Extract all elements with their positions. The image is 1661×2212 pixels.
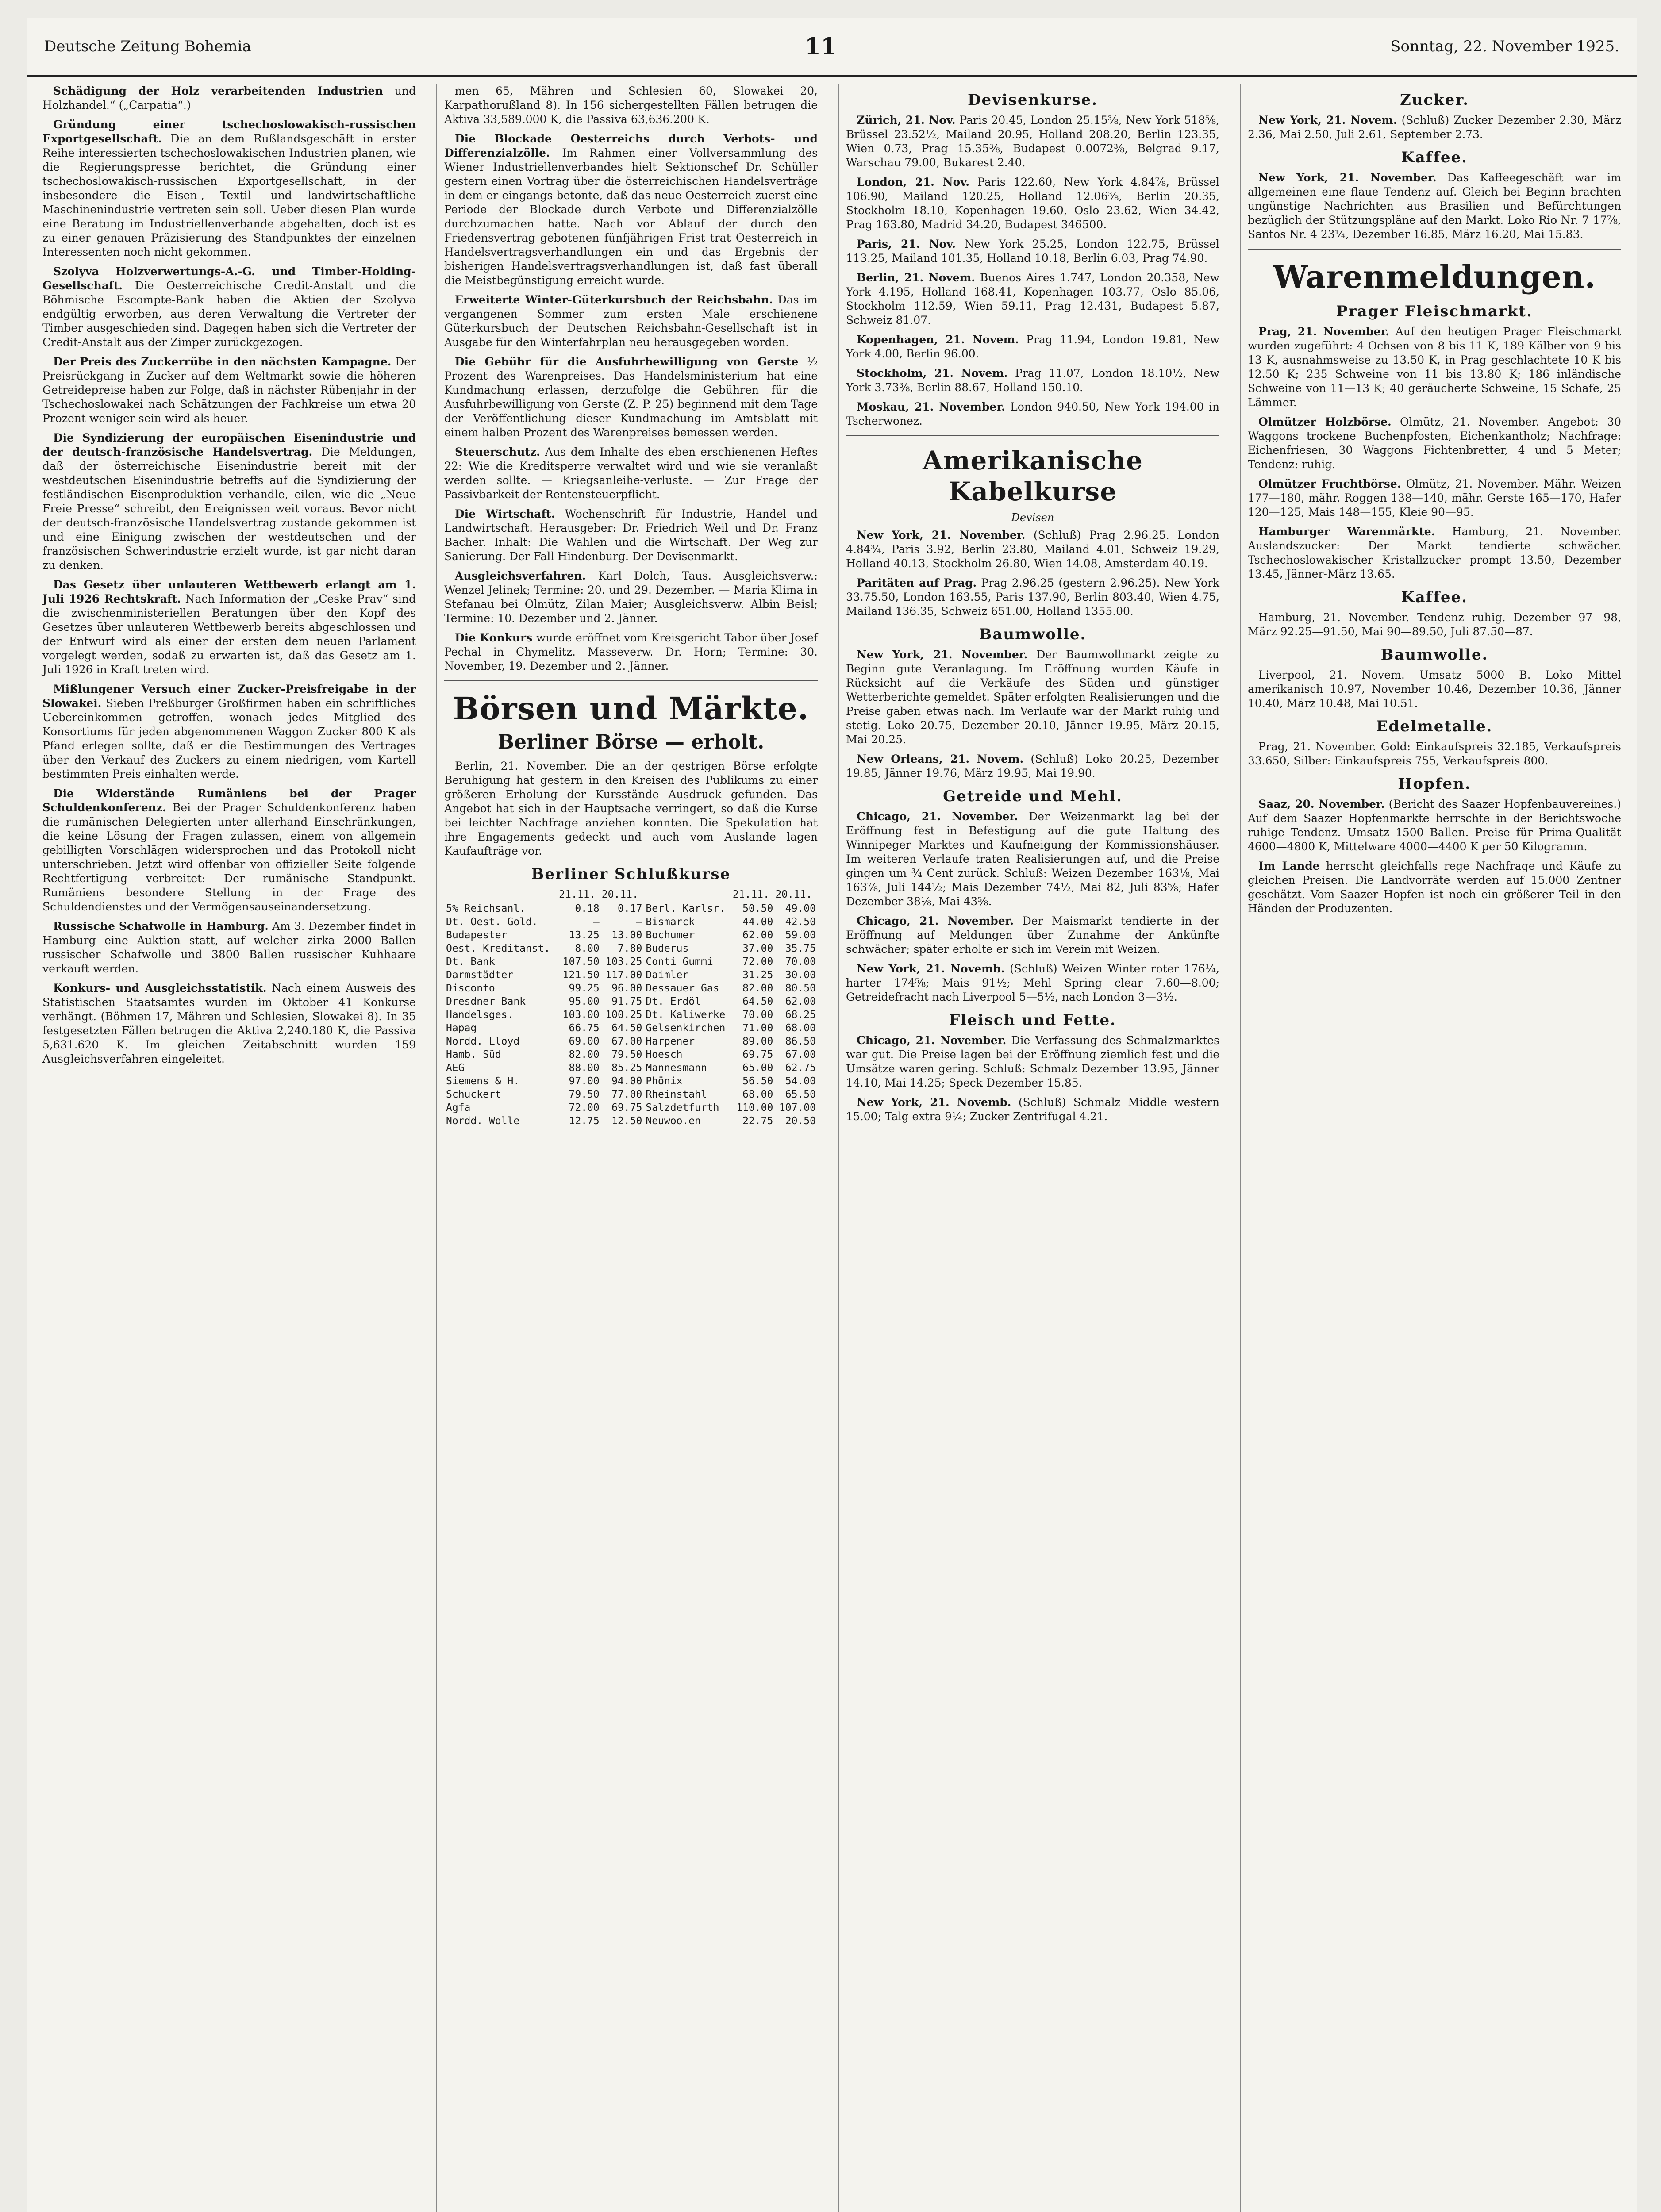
- table-cell: 82.00: [742, 983, 773, 994]
- table-cell: Schuckert: [446, 1089, 501, 1100]
- article-lead: Chicago, 21. November.: [857, 914, 1014, 927]
- article-paragraph: [846, 962, 1219, 1004]
- article-text: Die Oesterreichische Credit-Anstalt und die Böhmische Escompte-Bank haben die Aktien der Szolyva endgültig erworben, aus deren Verwaltung die Vertreter der Timber ausgeschieden sind. Dagegen haben sich die Vertreter der Credit-Anstalt aus der Zimper zurückgezogen.: [42, 279, 416, 349]
- article-lead: Mißlungener Versuch einer Zucker-Preisfreigabe in der Slowakei.: [42, 683, 416, 710]
- table-cell: 97.00: [569, 1075, 600, 1087]
- table-cell: Hapag: [446, 1022, 477, 1034]
- table-cell: 68.00: [742, 1089, 773, 1100]
- table-cell: 117.00: [605, 969, 642, 981]
- heading-devisenkurse: Devisenkurse.: [967, 91, 1098, 109]
- article-paragraph: [1248, 525, 1621, 581]
- article-paragraph: [42, 919, 416, 976]
- table-cell: 31.25: [742, 969, 773, 981]
- article-lead: New York, 21. November.: [857, 648, 1028, 661]
- table-cell: 69.75: [742, 1049, 773, 1060]
- newspaper-page: [27, 18, 1637, 2212]
- article-paragraph: [42, 682, 416, 781]
- table-cell: —: [593, 916, 600, 928]
- table-row: [444, 968, 818, 982]
- article-paragraph: [846, 648, 1219, 747]
- table-header-cell: [644, 887, 732, 902]
- article-paragraph: [846, 1095, 1219, 1124]
- article-paragraph: [42, 118, 416, 259]
- article-lead: Das Gesetz über unlauteren Wettbewerb erlangt am 1. Juli 1926 Rechtskraft.: [42, 578, 416, 605]
- table-cell: Dt. Kaliwerke: [646, 1009, 726, 1021]
- table-cell: Bochumer: [646, 929, 695, 941]
- table-cell: 56.50: [742, 1075, 773, 1087]
- table-cell: 50.50: [742, 903, 773, 914]
- column-2: [436, 84, 825, 2212]
- heading-getreide: Getreide und Mehl.: [943, 787, 1123, 805]
- table-cell: 12.50: [611, 1115, 642, 1127]
- article-paragraph: [1248, 113, 1621, 142]
- table-cell: 67.00: [785, 1049, 816, 1060]
- table-cell: Handelsges.: [446, 1009, 514, 1021]
- table-cell: 69.00: [569, 1036, 600, 1047]
- table-cell: 107.00: [779, 1102, 816, 1114]
- article-paragraph: [1248, 797, 1621, 854]
- table-cell: 62.00: [785, 996, 816, 1007]
- article-text: Der Maismarkt tendierte in der Eröffnung auf Meldungen über Zunahme der Ankünfte schwächer; später erholte er sich im Verein mit Weizen.: [846, 914, 1219, 956]
- article-paragraph: [1248, 415, 1621, 472]
- boerse-report: Berlin, 21. November. Die an der gestrigen Börse erfolgte Beruhigung hat gestern in den Kreisen des Publikums zu einer größeren Erholung der Kursstände Ausdruck gefunden. Das Angebot hat sich in der Hauptsache verringert, so daß die Kurse bei leichter Nachfrage anziehen konnten. Die Spekulation hat ihre Engagements gedeckt und auch vom Auslande lagen Kaufaufträge vor.: [444, 760, 818, 857]
- table-header-cell: 20.11.: [775, 887, 818, 902]
- article-text: Der Baumwollmarkt zeigte zu Beginn gute Veranlagung. Im Eröffnung wurden Käufe in Rücksicht auf die Verkäufe des Süden und günstiger Wetterberichte gemeldet. Später erfolgten Realisierungen und die Preise gaben etwas nach. Im Verlaufe war der Markt ruhig und stetig. Loko 20.75, Dezember 20.10, Jänner 19.95, März 20.15, Mai 20.25.: [846, 648, 1219, 746]
- table-cell: Siemens & H.: [446, 1075, 520, 1087]
- article-text: (Schluß) Schmalz Middle western 15.00; Talg extra 9¼; Zucker Zentrifugal 4.21.: [846, 1096, 1220, 1123]
- article-lead: New York, 21. Novemb.: [857, 1096, 1011, 1109]
- article-text: Paris 20.45, London 25.15⅜, New York 518⅝, Brüssel 23.52½, Mailand 20.95, Holland 208.20, Berlin 123.35, Wien 0.73, Prag 15.35⅜, Budapest 0.0072⅜, Belgrad 9.17, Warschau 79.00, Bukarest 2.40.: [846, 114, 1220, 169]
- kaffee-hamburg-report: Hamburg, 21. November. Tendenz ruhig. Dezember 97—98, März 92.25—91.50, Mai 90—89.50, Juli 87.50—87.: [1248, 611, 1621, 638]
- table-cell: Daimler: [646, 969, 689, 981]
- article-paragraph: [846, 576, 1219, 618]
- table-cell: 77.00: [611, 1089, 642, 1100]
- table-cell: 68.25: [785, 1009, 816, 1021]
- table-cell: 99.25: [569, 983, 600, 994]
- article-lead: New York, 21. November.: [857, 529, 1026, 541]
- table-cell: 94.00: [611, 1075, 642, 1087]
- article-text: wurde eröffnet vom Kreisgericht Tabor über Josef Pechal in Chymelitz. Masseverw. Dr. Horn; Termine: 30. November, 19. Dezember und 2. Jänner.: [444, 631, 818, 672]
- article-paragraph: [846, 752, 1219, 780]
- article-paragraph: [444, 355, 818, 440]
- table-cell: Dessauer Gas: [646, 983, 719, 994]
- table-cell: Budapester: [446, 929, 508, 941]
- table-cell: 67.00: [611, 1036, 642, 1047]
- heading-hopfen: Hopfen.: [1398, 775, 1471, 793]
- article-lead: Die Blockade Oesterreichs durch Verbots- und Differenzialzölle.: [444, 132, 818, 159]
- table-cell: 54.00: [785, 1075, 816, 1087]
- article-lead: Chicago, 21. November.: [857, 1034, 1007, 1047]
- table-cell: 89.00: [742, 1036, 773, 1047]
- table-cell: 7.80: [617, 943, 642, 954]
- zucker-list: [1248, 113, 1621, 142]
- table-cell: 107.50: [562, 956, 600, 968]
- article-paragraph: [42, 431, 416, 572]
- article-paragraph: [846, 333, 1219, 361]
- table-cell: 0.18: [575, 903, 600, 914]
- table-row: [444, 942, 818, 955]
- table-cell: 71.00: [742, 1022, 773, 1034]
- table-cell: 13.25: [569, 929, 600, 941]
- article-lead: Die Syndizierung der europäischen Eisenindustrie und der deutsch-französische Handelsvertrag.: [42, 431, 416, 458]
- article-paragraph: [846, 1033, 1219, 1090]
- article-lead: Erweiterte Winter-Güterkursbuch der Reichsbahn.: [455, 293, 773, 306]
- table-cell: 65.50: [785, 1089, 816, 1100]
- article-lead: Schädigung der Holz verarbeitenden Industrien: [53, 84, 383, 97]
- table-cell: 88.00: [569, 1062, 600, 1074]
- article-paragraph: [42, 84, 416, 112]
- table-cell: 121.50: [562, 969, 600, 981]
- table-cell: 22.75: [742, 1115, 773, 1127]
- table-cell: 110.00: [736, 1102, 773, 1114]
- table-header-cell: 21.11.: [732, 887, 775, 902]
- table-cell: Nordd. Lloyd: [446, 1036, 520, 1047]
- article-lead: Die Widerstände Rumäniens bei der Prager Schuldenkonferenz.: [42, 787, 416, 814]
- article-paragraph: [444, 507, 818, 564]
- article-text: Olmütz, 21. November. Angebot: 30 Waggons trockene Buchenpfosten, Eichenkantholz; Nachfrage: Eichenfriesen, 30 Waggons Fichtenbretter, 4 und 5 Meter; Tendenz: ruhig.: [1248, 415, 1621, 471]
- article-text: Die Verfassung des Schmalzmarktes war gut. Die Preise lagen bei der Eröffnung ziemlich fest und die Umsätze waren gering. Schluß: Schmalz Dezember 13.95, Jänner 14.10, Mai 14.25; Speck Dezember 15.85.: [846, 1034, 1219, 1089]
- table-row: [444, 1035, 818, 1048]
- article-text: men 65, Mähren und Schlesien 60, Slowakei 20, Karpathorußland 8). In 156 sichergestellten Fällen betrugen die Aktiva 33,589.000 K, die Passiva 63,636.200 K.: [444, 84, 818, 126]
- article-text: (Schluß) Prag 2.96.25. London 4.84¾, Paris 3.92, Berlin 23.80, Mailand 4.01, Schweiz 19.29, Holland 40.13, Stockholm 26.80, Wien 14.08, Amsterdam 40.19.: [846, 529, 1219, 570]
- article-lead: Hamburger Warenmärkte.: [1258, 525, 1435, 538]
- article-lead: New York, 21. November.: [1258, 171, 1437, 184]
- heading-fleisch: Fleisch und Fette.: [949, 1011, 1116, 1029]
- table-cell: 96.00: [611, 983, 642, 994]
- table-cell: Salzdetfurth: [646, 1102, 719, 1114]
- heading-amerikanische-kabelkurse: Amerikanische Kabelkurse: [923, 445, 1143, 507]
- table-cell: Phönix: [646, 1075, 683, 1087]
- column-2-articles: [444, 84, 818, 673]
- article-paragraph: [846, 914, 1219, 956]
- edelmetalle-report: Prag, 21. November. Gold: Einkaufspreis 32.185, Verkaufspreis 33.650, Silber: Einkaufspreis 755, Verkaufspreis 800.: [1248, 740, 1621, 767]
- article-lead: Steuerschutz.: [455, 445, 540, 458]
- issue-date: Sonntag, 22. November 1925.: [1390, 38, 1619, 55]
- article-paragraph: [42, 265, 416, 349]
- table-cell: 72.00: [742, 956, 773, 968]
- article-lead: Die Wirtschaft.: [455, 507, 555, 520]
- getreide-list: [846, 810, 1219, 1004]
- article-lead: Saaz, 20. November.: [1258, 798, 1385, 810]
- heading-prager-fleischmarkt: Prager Fleischmarkt.: [1336, 303, 1533, 320]
- article-text: (Bericht des Saazer Hopfenbauvereines.) Auf dem Saazer Hopfenmarkte herrschte in der Berichtswoche ruhige Tendenz. Umsatz 1500 Ballen. Preise für Prima-Qualität 4600—4800 K, Mittelware 4000—4400 K per 50 Kilogramm.: [1248, 798, 1621, 853]
- article-paragraph: [444, 445, 818, 502]
- subheading-devisen: Devisen: [1011, 511, 1054, 524]
- article-paragraph: [444, 569, 818, 626]
- article-lead: Kopenhagen, 21. Novem.: [857, 333, 1019, 346]
- article-text: (Schluß) Weizen Winter roter 176¼, harter 174⅝; Mais 91½; Mehl Spring clear 7.60—8.00; Getreidefracht nach Liverpool 5—5½, nach London 3—3½.: [846, 962, 1219, 1003]
- article-text: Nach einem Ausweis des Statistischen Staatsamtes wurden im Oktober 41 Konkurse verhängt. (Böhmen 17, Mähren und Schlesien, Slowakei 8). In 35 festgesetzten Fällen betrugen die Aktiva 2,240.180 K, die Passiva 5,631.620 K. Im gleichen Zeitabschnitt wurden 159 Ausgleichsverfahren eingeleitet.: [42, 982, 416, 1065]
- article-lead: Gründung einer tschechoslowakisch-russischen Exportgesellschaft.: [42, 118, 416, 145]
- article-lead: Zürich, 21. Nov.: [857, 114, 956, 127]
- table-row: [444, 902, 818, 916]
- article-paragraph: [1248, 477, 1621, 519]
- table-cell: Nordd. Wolle: [446, 1115, 520, 1127]
- article-text: Bei der Prager Schuldenkonferenz haben die rumänischen Delegierten unter allerhand Einschränkungen, die keine Lösung der Fragen zulassen, einem von allgemein gebilligten Vorschlägen widersprochen und das Protokoll nicht unterschrieben. Jetzt wird offenbar von offizieller Seite folgende Rechtfertigung verbreitet: Der rumänische Standpunkt. Rumäniens besondere Stellung in der Frage des Schuldendienstes und der Vermögensauseinandersetzung.: [42, 801, 416, 913]
- table-cell: Agfa: [446, 1102, 471, 1114]
- table-row: [444, 1088, 818, 1101]
- article-lead: Stockholm, 21. Novem.: [857, 367, 1008, 380]
- table-cell: 12.75: [569, 1115, 600, 1127]
- article-text: Am 3. Dezember findet in Hamburg eine Auktion statt, auf welcher zirka 2000 Ballen russischer Schafwolle und 3800 Ballen russischer Kuhhaare verkauft werden.: [42, 920, 416, 975]
- table-cell: —: [636, 916, 642, 928]
- page-number: 11: [804, 33, 837, 60]
- table-header-cell: [444, 887, 558, 902]
- table-cell: Neuwoo.en: [646, 1115, 701, 1127]
- article-lead: New Orleans, 21. Novem.: [857, 753, 1024, 765]
- table-cell: 49.00: [785, 903, 816, 914]
- article-text: Buenos Aires 1.747, London 20.358, New York 4.195, Holland 168.41, Kopenhagen 103.77, Oslo 85.06, Stockholm 112.59, Wien 59.11, Prag 12.431, Budapest 5.87, Schweiz 81.07.: [846, 271, 1219, 326]
- article-paragraph: [846, 113, 1219, 170]
- article-paragraph: [42, 981, 416, 1066]
- table-cell: Oest. Kreditanst.: [446, 943, 550, 954]
- article-lead: Konkurs- und Ausgleichsstatistik.: [53, 982, 267, 995]
- table-cell: 62.00: [742, 929, 773, 941]
- article-text: (Schluß) Zucker Dezember 2.30, März 2.36, Mai 2.50, Juli 2.61, September 2.73.: [1248, 114, 1622, 141]
- article-paragraph: [444, 84, 818, 127]
- table-row: [444, 955, 818, 968]
- table-cell: 86.50: [785, 1036, 816, 1047]
- devisen-list: [846, 113, 1219, 428]
- table-cell: 85.25: [611, 1062, 642, 1074]
- table-cell: 68.00: [785, 1022, 816, 1034]
- table-cell: Dresdner Bank: [446, 996, 526, 1007]
- article-lead: Die Konkurs: [455, 631, 533, 644]
- article-lead: Berlin, 21. Novem.: [857, 271, 975, 284]
- column-1: [35, 84, 423, 2212]
- table-cell: 95.00: [569, 996, 600, 1007]
- table-cell: Dt. Oest. Gold.: [446, 916, 538, 928]
- heading-edelmetalle: Edelmetalle.: [1376, 718, 1493, 735]
- prager-list: [1248, 325, 1621, 581]
- table-row: [444, 1048, 818, 1061]
- heading-kaffee-hamburg: Kaffee.: [1401, 588, 1468, 606]
- table-row: [444, 982, 818, 995]
- article-paragraph: [42, 355, 416, 426]
- table-cell: 82.00: [569, 1049, 600, 1060]
- table-cell: 70.00: [742, 1009, 773, 1021]
- article-text: Die Meldungen, daß der österreichische Eisenindustrie bereit mit der westdeutschen Eisenindustrie betreffs auf die Syndizierung der festländischen Eisenproduktion verhandle, eilen, wie die „Neue Freie Presse“ schreibt, den Ereignissen weit voraus. Bevor nicht der deutsch-französische Handelsvertrag zustande gekommen ist und eine Einigung zwischen der westdeutschen und der französischen Schwerindustrie erzielt wurde, ist gar nicht daran zu denken.: [42, 445, 416, 572]
- divider: [1248, 249, 1621, 250]
- table-row: [444, 1008, 818, 1022]
- table-cell: Berl. Karlsr.: [646, 903, 726, 914]
- article-paragraph: [444, 293, 818, 349]
- article-paragraph: [1248, 325, 1621, 410]
- article-paragraph: [1248, 171, 1621, 242]
- article-paragraph: [42, 787, 416, 914]
- table-cell: 103.25: [605, 956, 642, 968]
- article-lead: Der Preis des Zuckerrübe in den nächsten Kampagne.: [53, 355, 392, 368]
- table-cell: 64.50: [611, 1022, 642, 1034]
- article-text: Paris 122.60, New York 4.84⅞, Brüssel 106.90, Mailand 120.25, Holland 12.06⅜, Berlin 20.35, Stockholm 18.10, Kopenhagen 19.60, Oslo 23.62, Wien 34.42, Prag 163.80, Madrid 34.20, Budapest 346500.: [846, 176, 1219, 231]
- article-lead: Paris, 21. Nov.: [857, 238, 956, 250]
- amerika-list: [846, 528, 1219, 618]
- table-cell: 80.50: [785, 983, 816, 994]
- column-4: [1240, 84, 1628, 2212]
- table-cell: 37.00: [742, 943, 773, 954]
- article-lead: New York, 21. Novemb.: [857, 962, 1005, 975]
- heading-boersen-und-maerkte: Börsen und Märkte.: [453, 690, 809, 727]
- subheading-berliner-boerse: Berliner Börse — erholt.: [497, 731, 765, 753]
- table-cell: Dt. Erdöl: [646, 996, 701, 1007]
- newspaper-title: Deutsche Zeitung Bohemia: [44, 38, 251, 55]
- article-paragraph: [444, 631, 818, 673]
- table-cell: Conti Gummi: [646, 956, 713, 968]
- table-title: Berliner Schlußkurse: [531, 865, 731, 883]
- article-paragraph: [42, 578, 416, 677]
- divider: [846, 435, 1219, 436]
- fleisch-list: [846, 1033, 1219, 1124]
- article-paragraph: [846, 810, 1219, 909]
- table-cell: 44.00: [742, 916, 773, 928]
- article-lead: Russische Schafwolle in Hamburg.: [53, 920, 269, 933]
- table-cell: Bismarck: [646, 916, 695, 928]
- table-header-row: [444, 887, 818, 902]
- table-row: [444, 995, 818, 1008]
- table-cell: 66.75: [569, 1022, 600, 1034]
- baumwolle-list: [846, 648, 1219, 780]
- article-text: Im Rahmen einer Vollversammlung des Wiener Industriellenverbandes hielt Sektionschef Dr. Schüller gestern einen Vortrag über die österreichischen Handelsverträge in dem er eingangs betonte, daß das neue Oesterreich zuerst eine Periode der Blockade durch Verbote und Differenzialzölle durchzumachen hatte. Nach vor Ablauf der durch den Friedensvertrag gebotenen fünfjährigen Frist trat Oesterreich in Handelsvertragsverhandlungen ein und das Ergebnis der bisherigen Handelsvertragsverhandlungen ist, daß fast überall die Meistbegünstigung erreicht wurde.: [444, 146, 818, 287]
- table-cell: 59.00: [785, 929, 816, 941]
- article-text: Prag 11.07, London 18.10½, New York 3.73⅜, Berlin 88.67, Holland 150.10.: [846, 367, 1220, 394]
- article-paragraph: [846, 237, 1219, 265]
- article-text: ½ Prozent des Warenpreises. Das Handelsministerium hat eine Kundmachung erlassen, derzufolge die Gebühren für die Ausfuhrbewilligung von Gerste (Z. P. 25) beginnend mit dem Tage der Veröffentlichung dieser Kundmachung im Amtsblatt mit einem halben Prozent des Warenpreises bemessen werden.: [444, 355, 818, 439]
- baumwolle-liverpool-report: Liverpool, 21. Novem. Umsatz 5000 B. Loko Mittel amerikanisch 10.97, November 10.46, Dezember 10.36, Jänner 10.40, März 10.48, Mai 10.51.: [1248, 668, 1621, 710]
- article-lead: Olmützer Fruchtbörse.: [1258, 477, 1401, 490]
- table-cell: 42.50: [785, 916, 816, 928]
- table-row: [444, 929, 818, 942]
- table-header-cell: 21.11.: [558, 887, 601, 902]
- article-text: Der Preisrückgang in Zucker auf dem Weltmarkt sowie die höheren Getreidepreise haben zur Folge, daß in nächster Rübenjahr in der Tschechoslowakei nach Schätzungen der Fachkreise um etwa 20 Prozent weniger sein wird als heuer.: [42, 355, 416, 425]
- article-text: Karl Dolch, Taus. Ausgleichsverw.: Wenzel Jelinek; Termine: 20. und 29. Dezember. — Maria Klima in Stefanau bei Olmütz, Zilan Maier; Ausgleichsverw. Albin Beisl; Termine: 10. Dezember und 2. Jänner.: [444, 569, 818, 625]
- article-text: Hamburg, 21. November. Auslandszucker: Der Markt tendierte schwächer. Tschechoslowakischer Kristallzucker prompt 13.50, Dezember 13.45, Jänner-März 13.65.: [1248, 525, 1621, 580]
- article-paragraph: [846, 528, 1219, 571]
- heading-baumwolle: Baumwolle.: [979, 626, 1087, 643]
- table-cell: Gelsenkirchen: [646, 1022, 726, 1034]
- article-text: Die an dem Rußlandsgeschäft in erster Reihe interessierten tschechoslowakischen Industrien planen, wie die Regierungspresse berichtet, die Gründung einer tschechoslowakisch-russischen Exportgesellschaft, in der insbesondere die Eisen-, Textil- und landwirtschaftliche Maschinenindustrie vertreten sein soll. Ueber diesen Plan wurde eine Beratung im Industriellenverbande abgehalten, doch ist es zu einer genauen Präzisierung des Standpunktes der einzelnen Interessenten noch nicht gekommen.: [42, 132, 416, 258]
- article-paragraph: [846, 271, 1219, 327]
- table-cell: 0.17: [617, 903, 642, 914]
- table-cell: Rheinstahl: [646, 1089, 707, 1100]
- article-paragraph: [1248, 859, 1621, 916]
- article-text: Das im vergangenen Sommer zum ersten Male erschienene Güterkursbuch der Deutschen Reichsbahn-Gesellschaft ist in Ausgabe für den Winterfahrplan neu herausgegeben worden.: [444, 293, 818, 349]
- article-lead: New York, 21. Novem.: [1258, 114, 1397, 127]
- article-text: Prag 11.94, London 19.81, New York 4.00, Berlin 96.00.: [846, 333, 1220, 360]
- table-cell: 13.00: [611, 929, 642, 941]
- article-lead: Moskau, 21. November.: [857, 400, 1005, 413]
- table-cell: Hoesch: [646, 1049, 683, 1060]
- table-cell: 8.00: [575, 943, 600, 954]
- article-text: und Holzhandel.“ („Carpatia“.): [42, 84, 416, 111]
- columns: [35, 84, 1628, 2212]
- article-lead: Prag, 21. November.: [1258, 325, 1390, 338]
- table-cell: 72.00: [569, 1102, 600, 1114]
- table-row: [444, 915, 818, 929]
- article-lead: London, 21. Nov.: [857, 176, 970, 188]
- article-text: Olmütz, 21. November. Mähr. Weizen 177—180, mähr. Roggen 138—140, mähr. Gerste 165—170, Hafer 120—125, Mais 148—155, Kleie 90—95.: [1248, 477, 1622, 518]
- table-cell: 64.50: [742, 996, 773, 1007]
- page-header: [27, 18, 1637, 77]
- table-row: [444, 1114, 818, 1128]
- heading-zucker: Zucker.: [1400, 91, 1469, 109]
- article-lead: Ausgleichsverfahren.: [455, 569, 586, 582]
- table-cell: 35.75: [785, 943, 816, 954]
- table-header-cell: 20.11.: [601, 887, 644, 902]
- article-text: Der Weizenmarkt lag bei der Eröffnung fest in Befestigung auf die gute Haltung des Winnipeger Marktes und Kaufneigung der Kommissionshäuser. Im weiteren Verlaufe traten Realisierungen auf, und die Preise gingen um ¾ Cent zurück. Schluß: Weizen Dezember 163⅛, Mai 163⅞, Juli 144½; Mais Dezember 74½, Mai 82, Juli 83⅝; Hafer Dezember 38⅛, Mai 43⅝.: [846, 810, 1219, 908]
- divider: [444, 680, 818, 681]
- article-text: Aus dem Inhalte des eben erschienenen Heftes 22: Wie die Kreditsperre verwaltet wird und wie sie veranlaßt werden sollte. — Kriegsanleihe-verluste. — Zur Frage der Passivbarkeit der Rentensteuerpflicht.: [444, 445, 818, 501]
- article-lead: Die Gebühr für die Ausfuhrbewilligung von Gerste: [455, 355, 799, 368]
- table-cell: 103.00: [562, 1009, 600, 1021]
- article-lead: Im Lande: [1258, 860, 1320, 872]
- article-lead: Szolyva Holzverwertungs-A.-G. und Timber-Holding-Gesellschaft.: [42, 265, 416, 292]
- article-lead: Olmützer Holzbörse.: [1258, 415, 1392, 428]
- article-text: Nach Information der „Ceske Prav“ sind die zwischenministeriellen Beratungen über den Kopf des Gesetzes über unlauteren Wettbewerb bereits abgeschlossen und der Entwurf wird als einer der ersten dem neuen Parlament vorgelegt werden, sodaß zu erwarten ist, daß das Gesetz am 1. Juli 1926 in Kraft treten wird.: [42, 592, 416, 676]
- table-cell: 65.00: [742, 1062, 773, 1074]
- table-cell: Darmstädter: [446, 969, 514, 981]
- table-row: [444, 1061, 818, 1075]
- table-row: [444, 1022, 818, 1035]
- article-paragraph: [846, 366, 1219, 395]
- table-cell: 30.00: [785, 969, 816, 981]
- column-3: [838, 84, 1227, 2212]
- article-text: London 940.50, New York 194.00 in Tscherwonez.: [846, 400, 1219, 427]
- table-row: [444, 1075, 818, 1088]
- berliner-schlusskurse-table: [444, 887, 818, 1128]
- table-cell: Disconto: [446, 983, 495, 994]
- kaffee-list: [1248, 171, 1621, 242]
- article-text: herrscht gleichfalls rege Nachfrage und Käufe zu gleichen Preisen. Die Landvorräte werden auf 15.000 Zentner geschätzt. Vom Saazer Hopfen ist noch ein größerer Teil in den Händen der Produzenten.: [1248, 860, 1621, 915]
- table-cell: Dt. Bank: [446, 956, 495, 968]
- table-cell: 70.00: [785, 956, 816, 968]
- table-cell: Buderus: [646, 943, 689, 954]
- table-cell: 79.50: [611, 1049, 642, 1060]
- table-cell: Hamb. Süd: [446, 1049, 501, 1060]
- table-cell: 20.50: [785, 1115, 816, 1127]
- article-text: Wochenschrift für Industrie, Handel und Landwirtschaft. Herausgeber: Dr. Friedrich Weil und Dr. Franz Bacher. Inhalt: Die Wahlen und die Wirtschaft. Der Weg zur Sanierung. Der Fall Hindenburg. Der Devisenmarkt.: [444, 507, 818, 563]
- table-cell: AEG: [446, 1062, 465, 1074]
- table-cell: 5% Reichsanl.: [446, 903, 526, 914]
- article-text: Sieben Preßburger Großfirmen haben ein schriftliches Uebereinkommen getroffen, wonach jedes Mitglied des Konsortiums für jeden abgenommenen Waggon Zucker 800 K als Pfand erlegen sollte, daß er die Bestimmungen des Vertrages über den Verkauf des Zuckers zu einem niedrigen, vom Kartell bestimmten Preis einhalten werde.: [42, 697, 416, 780]
- article-lead: Paritäten auf Prag.: [857, 576, 977, 589]
- table-cell: Mannesmann: [646, 1062, 707, 1074]
- heading-kaffee: Kaffee.: [1401, 149, 1468, 166]
- article-text: New York 25.25, London 122.75, Brüssel 113.25, Mailand 101.35, Holland 10.18, Berlin 6.03, Prag 74.90.: [846, 238, 1219, 265]
- table-cell: 91.75: [611, 996, 642, 1007]
- article-text: Prag 2.96.25 (gestern 2.96.25). New York 33.75.50, London 163.55, Paris 137.90, Berlin 803.40, Wien 4.75, Mailand 136.35, Schweiz 651.00, Holland 1355.00.: [846, 576, 1219, 618]
- table-cell: 69.75: [611, 1102, 642, 1114]
- table-cell: 79.50: [569, 1089, 600, 1100]
- hopfen-list: [1248, 797, 1621, 916]
- heading-warenmeldungen: Warenmeldungen.: [1273, 258, 1596, 295]
- table-cell: 62.75: [785, 1062, 816, 1074]
- article-paragraph: [846, 400, 1219, 428]
- table-cell: 100.25: [605, 1009, 642, 1021]
- table-row: [444, 1101, 818, 1114]
- article-lead: Chicago, 21. November.: [857, 810, 1018, 823]
- article-text: Auf den heutigen Prager Fleischmarkt wurden zugeführt: 4 Ochsen von 8 bis 11 K, 189 Kälber von 9 bis 13 K, ausnahmsweise zu 13.50 K, in Prag geschlachtete 10 K bis 12.50 K; 235 Schweine von 11 bis 13.80 K; 186 inländische Schweine von 11—13 K; 40 geräucherte Schweine, 15 Schafe, 25 Lämmer.: [1248, 325, 1622, 409]
- article-paragraph: [846, 175, 1219, 232]
- article-text: Das Kaffeegeschäft war im allgemeinen eine flaue Tendenz auf. Gleich bei Beginn brachten ungünstige Nachrichten aus Brasilien und Befürchtungen bezüglich der Stützungspläne auf den Markt. Loko Rio Nr. 7 17⅞, Santos Nr. 4 23¼, Dezember 16.85, März 16.20, Mai 15.83.: [1248, 171, 1621, 241]
- table-cell: Harpener: [646, 1036, 695, 1047]
- article-paragraph: [444, 132, 818, 288]
- heading-baumwolle-liverpool: Baumwolle.: [1380, 646, 1488, 664]
- article-text: (Schluß) Loko 20.25, Dezember 19.85, Jänner 19.76, März 19.95, Mai 19.90.: [846, 753, 1219, 780]
